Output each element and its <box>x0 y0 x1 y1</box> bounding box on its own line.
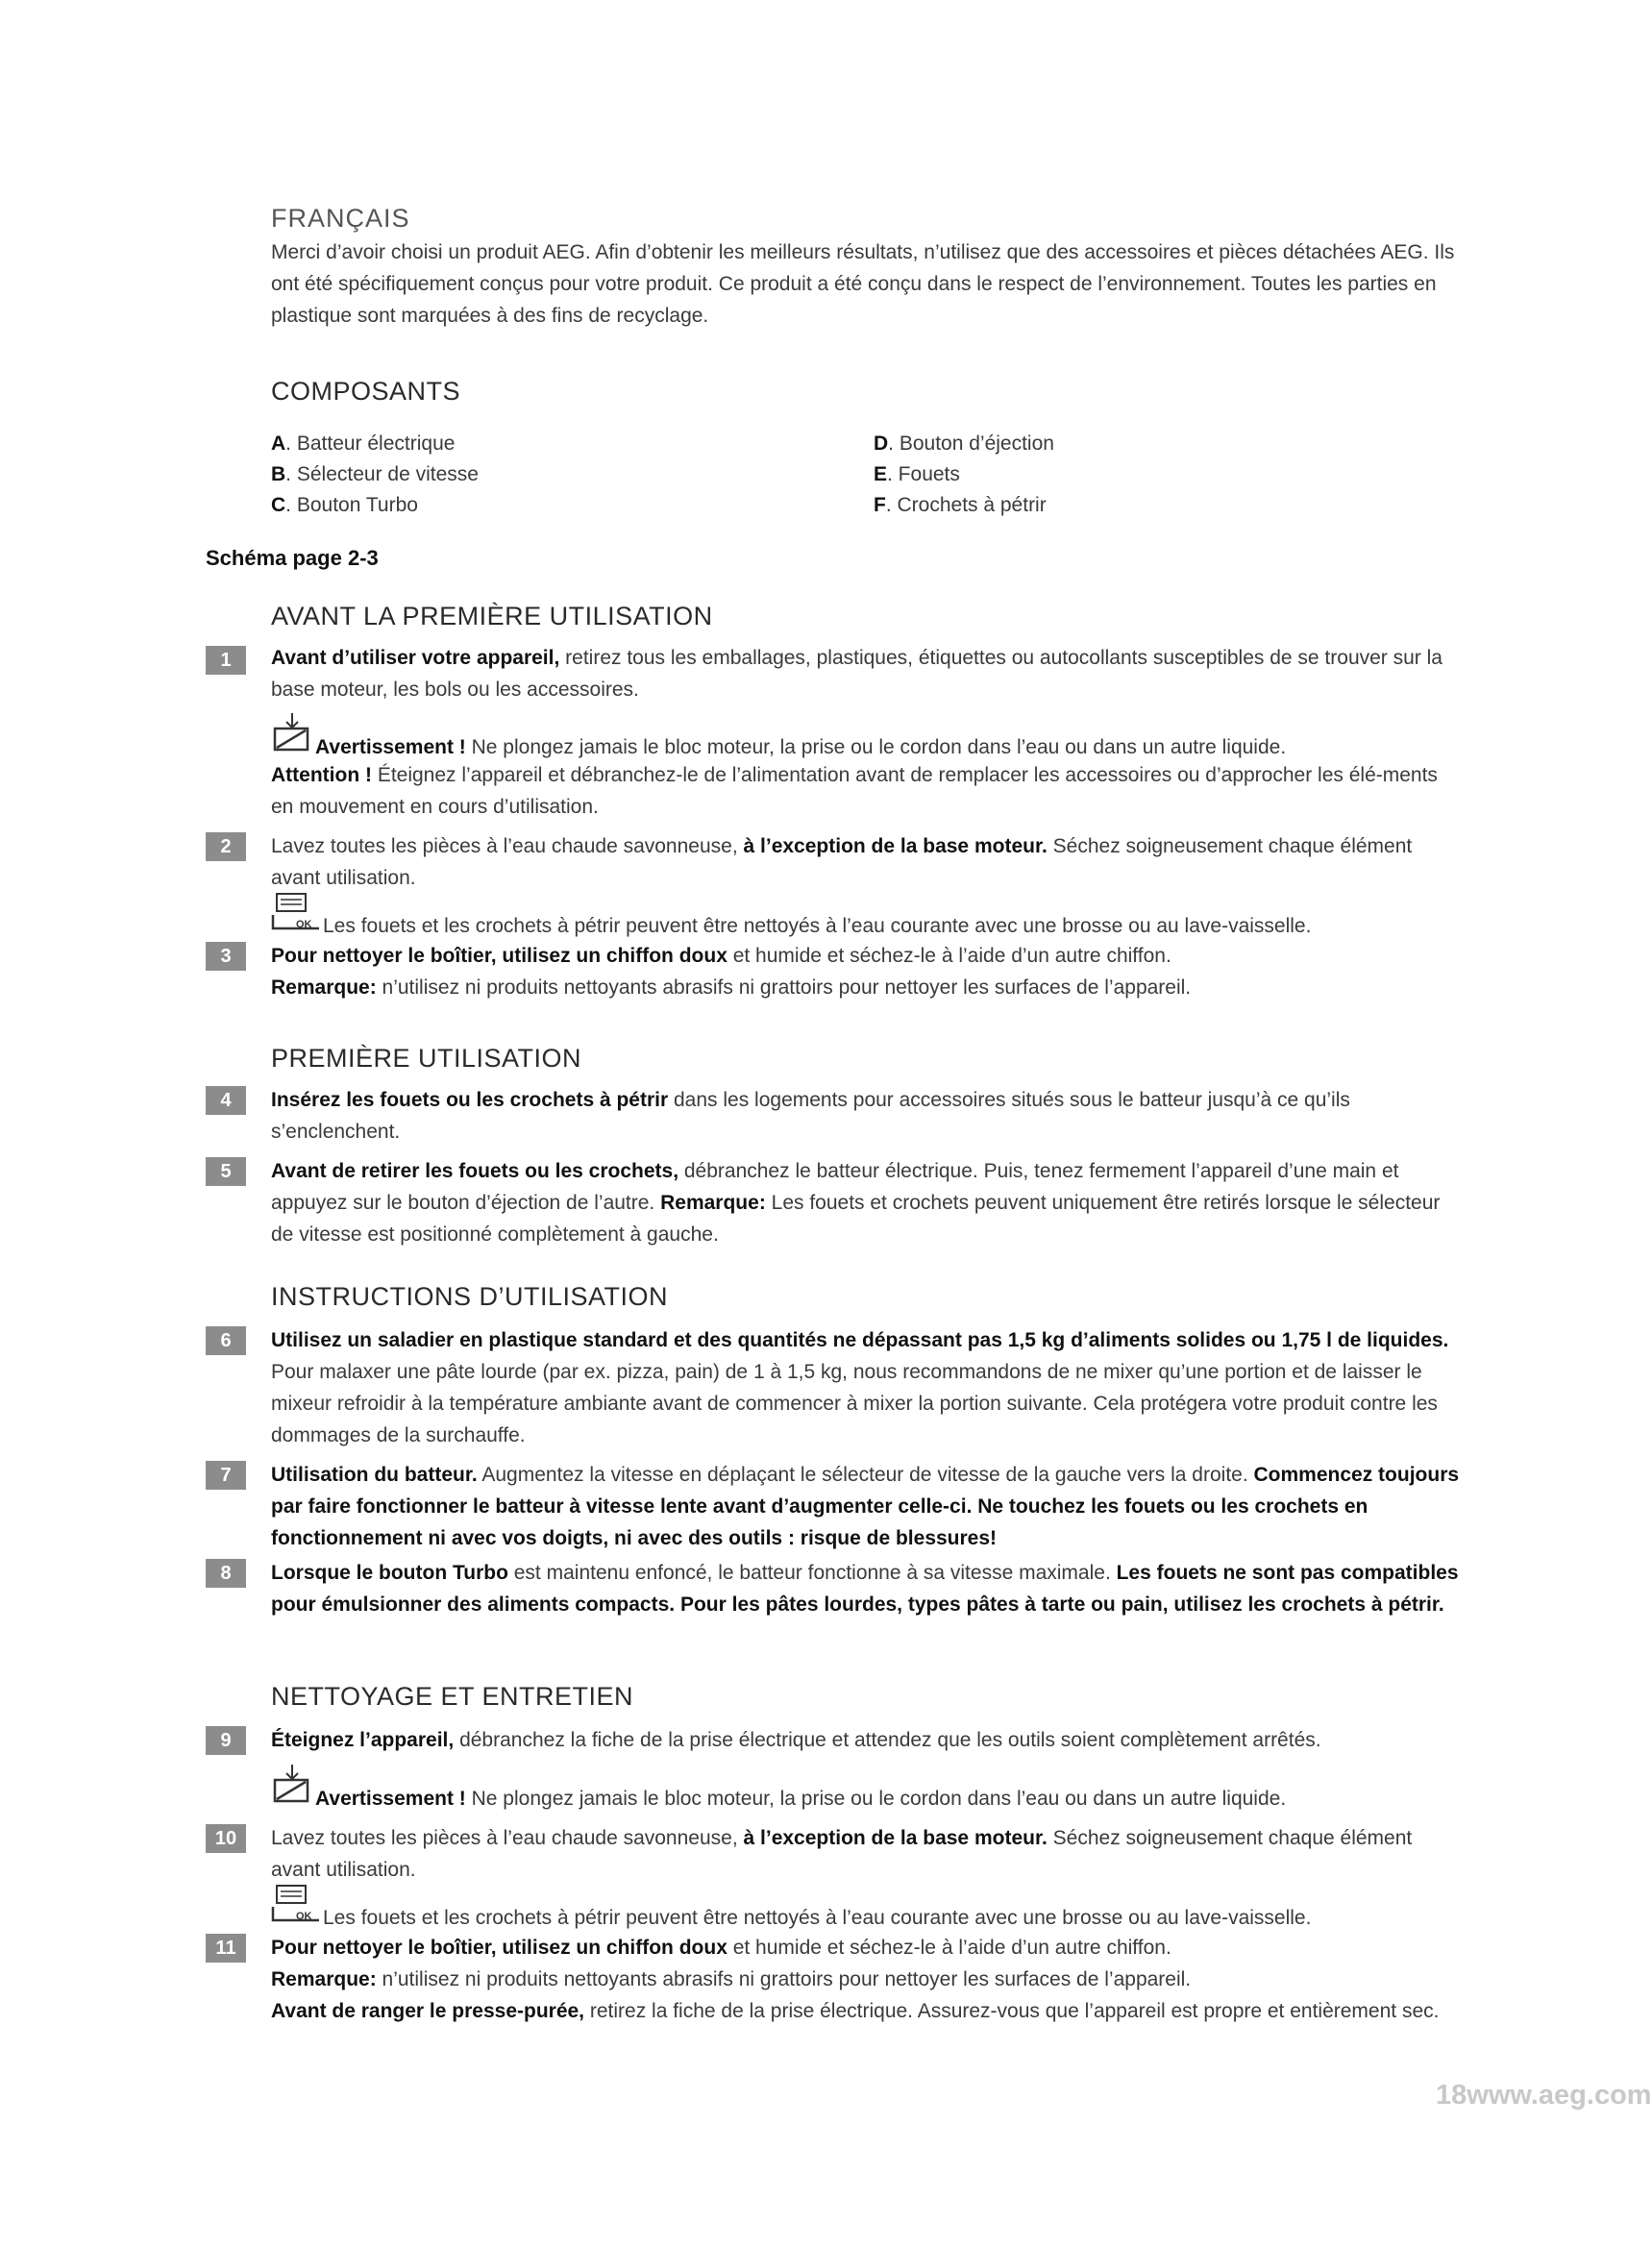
section-heading-first-use: PREMIÈRE UTILISATION <box>271 1044 582 1073</box>
step-number-badge: 5 <box>206 1157 246 1186</box>
component-item: F. Crochets à pétrir <box>874 494 1047 516</box>
component-item: D. Bouton d’éjection <box>874 432 1054 455</box>
dishwasher-line: OK Les fouets et les crochets à pétrir peuvent être nettoyés à l’eau courante avec une brosse ou au lave-vaisselle. <box>271 890 1463 942</box>
section-heading-instructions: INSTRUCTIONS D’UTILISATION <box>271 1282 669 1311</box>
step-3-note: Remarque: n’utilisez ni produits nettoyants abrasifs ni grattoirs pour nettoyer les surfaces de l’appareil. <box>271 976 1192 999</box>
step-7-text: Utilisation du batteur. Augmentez la vitesse en déplaçant le sélecteur de vitesse de la gauche vers la droite. Commencez toujours par faire fonctionner le batteur à vitesse lente avant d’augmenter celle-ci. Ne touchez les fouets ou les crochets en fonctionnement ni avec vos doigts, ni avec des outils : risque de blessures! <box>271 1464 1460 1549</box>
component-item: E. Fouets <box>874 463 960 485</box>
attention-text: Attention ! Éteignez l’appareil et débranchez-le de l’alimentation avant de remplacer les accessoires ou d’approcher les élé-ments en mouvement en cours d’utilisation. <box>271 764 1438 818</box>
step-3-text: Pour nettoyer le boîtier, utilisez un chiffon doux et humide et séchez-le à l’aide d’un autre chiffon. <box>271 945 1171 967</box>
step-4-text: Insérez les fouets ou les crochets à pétrir dans les logements pour accessoires situés sous le batteur jusqu’à ce qu’ils s’enclenchent. <box>271 1089 1350 1143</box>
step-number-badge: 7 <box>206 1461 246 1490</box>
step-number-badge: 10 <box>206 1824 246 1853</box>
no-immerse-icon <box>271 1763 313 1815</box>
step-2-text: Lavez toutes les pièces à l’eau chaude savonneuse, à l’exception de la base moteur. Séchez soigneusement chaque élément avant utilisation. <box>271 835 1413 889</box>
no-immerse-icon <box>271 711 313 763</box>
step-11-text: Pour nettoyer le boîtier, utilisez un chiffon doux et humide et séchez-le à l’aide d’un autre chiffon. <box>271 1937 1171 1959</box>
component-item: B. Sélecteur de vitesse <box>271 463 479 485</box>
step-5-text: Avant de retirer les fouets ou les crochets, débranchez le batteur électrique. Puis, tenez fermement l’appareil d’une main et appuyez sur le bouton d’éjection de l’autre. Remarque: Les fouets et crochets peuvent uniquement être retirés lorsque le sélecteur de vitesse est positionné complètement à gauche. <box>271 1160 1441 1246</box>
step-10-text: Lavez toutes les pièces à l’eau chaude savonneuse, à l’exception de la base moteur. Séchez soigneusement chaque élément avant utilisation. <box>271 1827 1413 1881</box>
dishwasher-safe-icon <box>271 890 321 942</box>
intro-paragraph: Merci d’avoir choisi un produit AEG. Afin d’obtenir les meilleurs résultats, n’utilisez que des accessoires et pièces détachées AEG. Ils ont été spécifiquement conçus pour votre produit. Ce produit a été conçu dans le respect de l’environnement. Toutes les parties en plastique sont marquées à des fins de recyclage. <box>271 241 1455 327</box>
step-number-badge: 2 <box>206 832 246 861</box>
component-item: C. Bouton Turbo <box>271 494 418 516</box>
svg-text:OK: OK <box>296 919 312 930</box>
component-item: A. Batteur électrique <box>271 432 456 455</box>
components-list-right <box>874 429 1412 521</box>
step-number-badge: 9 <box>206 1726 246 1755</box>
step-8-text: Lorsque le bouton Turbo est maintenu enfoncé, le batteur fonctionne à sa vitesse maximale. Les fouets ne sont pas compatibles pour émulsionner des aliments compacts. Pour les pâtes lourdes, types pâtes à tarte ou pain, utilisez les crochets à pétrir. <box>271 1562 1459 1616</box>
warning-line-2: Avertissement ! Ne plongez jamais le bloc moteur, la prise ou le cordon dans l’eau ou dans un autre liquide. <box>271 1763 1463 1815</box>
step-11-note: Remarque: n’utilisez ni produits nettoyants abrasifs ni grattoirs pour nettoyer les surfaces de l’appareil. <box>271 1968 1192 1990</box>
step-number-badge: 11 <box>206 1934 246 1963</box>
step-6-text: Utilisez un saladier en plastique standard et des quantités ne dépassant pas 1,5 kg d’aliments solides ou 1,75 l de liquides. Pour malaxer une pâte lourde (par ex. pizza, pain) de 1 à 1,5 kg, nous recommandons de ne mixer qu’une portion et de laisser le mixeur refroidir à la température ambiante avant de commencer à mixer la portion suivante. Cela protégera votre produit contre les dommages de la surchauffe. <box>271 1329 1449 1446</box>
step-11-storage: Avant de ranger le presse-purée, retirez la fiche de la prise électrique. Assurez-vous que l’appareil est propre et entièrement sec. <box>271 2000 1440 2022</box>
step-number-badge: 6 <box>206 1326 246 1355</box>
section-heading-cleaning: NETTOYAGE ET ENTRETIEN <box>271 1682 634 1711</box>
schema-reference: Schéma page 2-3 <box>206 546 379 570</box>
language-heading: FRANÇAIS <box>271 204 410 233</box>
page-footer: 18www.aeg.com <box>1436 2080 1652 2111</box>
components-list-left <box>271 429 809 521</box>
step-number-badge: 1 <box>206 646 246 675</box>
step-number-badge: 4 <box>206 1086 246 1115</box>
warning-line: Avertissement ! Ne plongez jamais le bloc moteur, la prise ou le cordon dans l’eau ou dans un autre liquide. <box>271 711 1463 763</box>
step-9-text: Éteignez l’appareil, débranchez la fiche de la prise électrique et attendez que les outils soient complètement arrêtés. <box>271 1729 1321 1751</box>
step-number-badge: 3 <box>206 942 246 971</box>
step-1-text: Avant d’utiliser votre appareil, retirez tous les emballages, plastiques, étiquettes ou autocollants susceptibles de se trouver sur la base moteur, les bols ou les accessoires. <box>271 647 1442 701</box>
dishwasher-safe-icon <box>271 1882 321 1934</box>
step-number-badge: 8 <box>206 1559 246 1588</box>
svg-text:OK: OK <box>296 1911 312 1922</box>
section-heading-before-first-use: AVANT LA PREMIÈRE UTILISATION <box>271 602 713 630</box>
dishwasher-line-2: OK Les fouets et les crochets à pétrir peuvent être nettoyés à l’eau courante avec une brosse ou au lave-vaisselle. <box>271 1882 1463 1934</box>
components-heading: COMPOSANTS <box>271 377 461 406</box>
